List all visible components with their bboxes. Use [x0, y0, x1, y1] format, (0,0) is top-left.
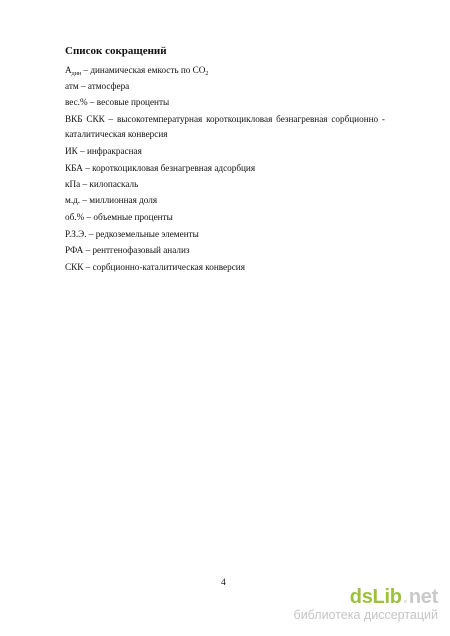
- entry-a-dyn-main: А: [65, 65, 72, 75]
- watermark-logo-main: dsLib: [349, 586, 402, 608]
- entry-kpa: кПа – килопаскаль: [65, 179, 139, 189]
- entry-vol: об.% – объемные проценты: [65, 212, 173, 222]
- watermark-logo-tld: net: [408, 586, 438, 608]
- entry-a-dyn-text: – динамическая емкость по СО: [81, 65, 206, 75]
- entry-wt: вес.% – весовые проценты: [65, 97, 170, 107]
- entry-ik: ИК – инфракрасная: [65, 146, 142, 156]
- entry-vkb-line1: ВКБ СКК – высокотемпературная короткоцикловая безнагревная сорбционно -: [65, 114, 385, 124]
- entry-rze: Р.З.Э. – редкоземельные элементы: [65, 229, 199, 239]
- entry-skk: СКК – сорбционно-каталитическая конверсия: [65, 262, 245, 272]
- entry-vkb-line2: каталитическая конверсия: [65, 129, 168, 139]
- entry-a-dyn: [65, 64, 208, 76]
- entry-rfa: РФА – рентгенофазовый анализ: [65, 245, 190, 255]
- page-heading: Список сокращений: [65, 45, 167, 57]
- entry-a-dyn-sub2: 2: [205, 71, 209, 77]
- entry-md: м.д. – миллионная доля: [65, 195, 158, 205]
- watermark-subtitle: библиотека диссертаций: [293, 608, 438, 622]
- page-number: 4: [221, 578, 226, 588]
- entry-atm: атм – атмосфера: [65, 81, 130, 91]
- entry-a-dyn-sub: дин: [71, 71, 82, 77]
- watermark: [294, 586, 438, 622]
- watermark-logo-dot: .: [402, 586, 408, 608]
- watermark-logo: [294, 586, 438, 609]
- entry-kba: КБА – короткоцикловая безнагревная адсорбция: [65, 163, 256, 173]
